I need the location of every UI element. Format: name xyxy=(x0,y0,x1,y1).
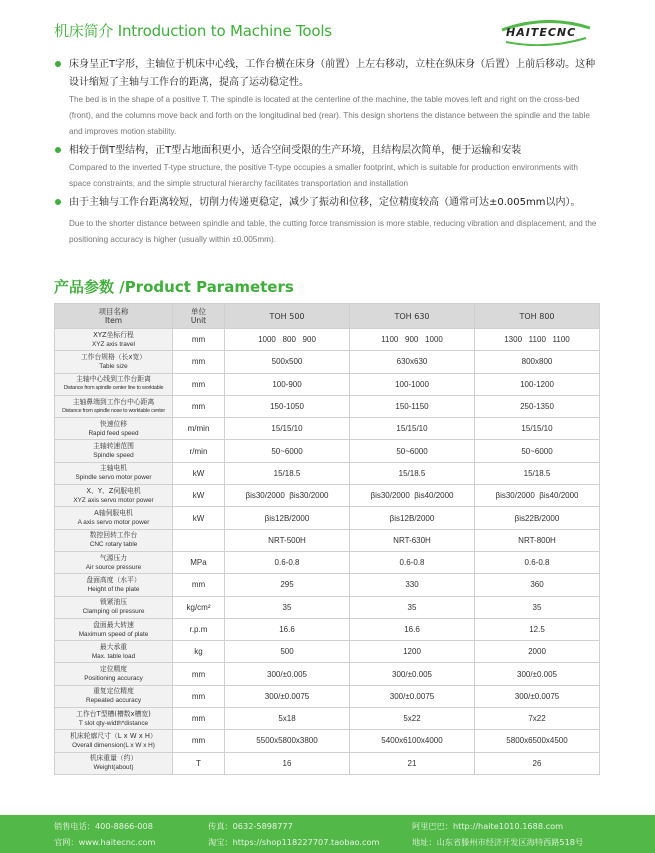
param-value-model-2: 300/±0.0075 xyxy=(350,685,475,707)
param-value-model-1: 50~6000 xyxy=(225,440,350,462)
page-header xyxy=(0,0,655,50)
param-unit: m/min xyxy=(173,418,225,440)
section-title-introduction: 机床简介 Introduction to Machine Tools xyxy=(54,22,332,40)
intro-1-chinese: 床身呈正T字形，主轴位于机床中心线，工作台横在床身（前置）上左右移动，立柱在纵床身（后置）上前后移动。这种设计缩短了主轴与工作台的距离，提高了运动稳定性。 xyxy=(69,59,596,88)
bullet-dot-icon xyxy=(55,199,61,205)
param-value-model-3: 250-1350 xyxy=(475,395,600,417)
param-value-model-2: 630x630 xyxy=(350,351,475,373)
param-value-model-3: 300/±0.005 xyxy=(475,663,600,685)
param-value-model-2: 150-1150 xyxy=(350,395,475,417)
table-row xyxy=(55,752,600,774)
param-value-model-3: 12.5 xyxy=(475,618,600,640)
intro-1-english: The bed is in the shape of a positive T. The spindle is located at the centerline of the machine, the table moves left and right on the cross-bed (front), and the columns move back and forth on the longitudinal bed (rear). This design shortens the distance between the spindle and the table and improves motion stability. xyxy=(69,95,590,136)
haitecnc-logo xyxy=(496,20,596,46)
param-value-model-1: 1000 800 900 xyxy=(225,329,350,351)
param-name: 主轴中心线到工作台距离 Distance from spindle center line to worktable xyxy=(55,373,173,395)
param-value-model-1: βis12B/2000 xyxy=(225,507,350,529)
table-row xyxy=(55,373,600,395)
intro-3-chinese: 由于主轴与工作台距离较短，切削力传递更稳定，减少了振动和位移，定位精度较高（通常可达±0.005mm以内）。 xyxy=(69,197,581,208)
param-value-model-3: 5800x6500x4500 xyxy=(475,730,600,752)
param-unit: mm xyxy=(173,730,225,752)
param-value-model-2: 300/±0.005 xyxy=(350,663,475,685)
table-row xyxy=(55,596,600,618)
bullet-dot-icon xyxy=(55,61,61,67)
param-name: 最大承重 Max. table load xyxy=(55,641,173,663)
footer-taobao: 淘宝：https://shop118227707.taobao.com xyxy=(208,837,380,847)
param-value-model-1: 16.6 xyxy=(225,618,350,640)
param-value-model-1: 15/18.5 xyxy=(225,462,350,484)
param-value-model-2: 16.6 xyxy=(350,618,475,640)
param-name: 主轴转速范围 Spindle speed xyxy=(55,440,173,462)
param-value-model-3: 360 xyxy=(475,574,600,596)
table-row xyxy=(55,551,600,573)
param-unit: mm xyxy=(173,395,225,417)
param-value-model-3: 1300 1100 1100 xyxy=(475,329,600,351)
param-name: 锁紧油压 Clamping oil pressure xyxy=(55,596,173,618)
table-row xyxy=(55,574,600,596)
param-unit: kW xyxy=(173,507,225,529)
param-unit: mm xyxy=(173,329,225,351)
param-value-model-3: 800x800 xyxy=(475,351,600,373)
param-value-model-1: 300/±0.0075 xyxy=(225,685,350,707)
logo-text: HAITECNC xyxy=(506,26,577,39)
parameters-table xyxy=(54,303,600,775)
param-name: 气源压力 Air source pressure xyxy=(55,551,173,573)
param-value-model-2: 35 xyxy=(350,596,475,618)
page-footer xyxy=(0,815,655,853)
param-unit: kW xyxy=(173,485,225,507)
param-value-model-1: 295 xyxy=(225,574,350,596)
table-row xyxy=(55,529,600,551)
param-value-model-1: 300/±0.005 xyxy=(225,663,350,685)
param-value-model-1: βis30/2000 βis30/2000 xyxy=(225,485,350,507)
param-name: 主轴电机 Spindle servo motor power xyxy=(55,462,173,484)
param-name: 快速位移 Rapid feed speed xyxy=(55,418,173,440)
param-value-model-2: 21 xyxy=(350,752,475,774)
param-value-model-1: 500 xyxy=(225,641,350,663)
param-value-model-2: 5400x6100x4000 xyxy=(350,730,475,752)
param-value-model-2: 1100 900 1000 xyxy=(350,329,475,351)
param-unit: MPa xyxy=(173,551,225,573)
param-value-model-1: 35 xyxy=(225,596,350,618)
footer-address: 地址：山东省滕州市经济开发区海特西路518号 xyxy=(412,837,584,847)
table-row xyxy=(55,485,600,507)
table-row xyxy=(55,663,600,685)
table-row xyxy=(55,708,600,730)
header-unit: 单位 Unit xyxy=(173,304,225,329)
introduction-list xyxy=(54,56,599,248)
param-name: 机床轮廓尺寸（L x W x H） Overall dimension(L x W x H) xyxy=(55,730,173,752)
param-value-model-1: NRT-500H xyxy=(225,529,350,551)
param-value-model-3: βis22B/2000 xyxy=(475,507,600,529)
param-value-model-3: 7x22 xyxy=(475,708,600,730)
table-row xyxy=(55,641,600,663)
param-value-model-1: 5500x5800x3800 xyxy=(225,730,350,752)
param-value-model-3: 15/15/10 xyxy=(475,418,600,440)
param-unit xyxy=(173,529,225,551)
param-name: 定位精度 Positioning accuracy xyxy=(55,663,173,685)
param-name: 主轴鼻端到工作台中心距离 Distance from spindle nose to worktable center xyxy=(55,395,173,417)
param-value-model-3: 26 xyxy=(475,752,600,774)
param-value-model-3: 50~6000 xyxy=(475,440,600,462)
param-value-model-3: 35 xyxy=(475,596,600,618)
param-unit: mm xyxy=(173,373,225,395)
table-row xyxy=(55,440,600,462)
param-name: XYZ坐标行程 XYZ axis travel xyxy=(55,329,173,351)
param-value-model-2: 15/18.5 xyxy=(350,462,475,484)
intro-bullet-1 xyxy=(54,56,599,140)
param-name: 盘面最大转速 Maximum speed of plate xyxy=(55,618,173,640)
header-model-2: TOH 630 xyxy=(350,304,475,329)
param-name: 机床重量（约） Weight(about) xyxy=(55,752,173,774)
param-value-model-3: 300/±0.0075 xyxy=(475,685,600,707)
param-value-model-2: βis30/2000 βis40/2000 xyxy=(350,485,475,507)
intro-bullet-2 xyxy=(54,142,599,192)
footer-alibaba: 阿里巴巴：http://haite1010.1688.com xyxy=(412,821,564,831)
table-row xyxy=(55,730,600,752)
param-name: 重复定位精度 Repeated accuracy xyxy=(55,685,173,707)
param-value-model-1: 15/15/10 xyxy=(225,418,350,440)
param-unit: kg/cm² xyxy=(173,596,225,618)
table-row xyxy=(55,507,600,529)
param-value-model-3: 2000 xyxy=(475,641,600,663)
param-unit: r/min xyxy=(173,440,225,462)
intro-3-english: Due to the shorter distance between spindle and table, the cutting force transmission is more stable, reducing vibration and displacement, and the positioning accuracy is higher (usually within ±0.005mm). xyxy=(69,219,597,244)
table-body xyxy=(55,329,600,775)
header-model-1: TOH 500 xyxy=(225,304,350,329)
param-value-model-2: 15/15/10 xyxy=(350,418,475,440)
param-value-model-2: 1200 xyxy=(350,641,475,663)
param-unit: kW xyxy=(173,462,225,484)
table-header-row xyxy=(55,304,600,329)
param-name: 盘面高度（水平） Height of the plate xyxy=(55,574,173,596)
table-row xyxy=(55,329,600,351)
param-value-model-1: 5x18 xyxy=(225,708,350,730)
param-name: 数控回转工作台 CNC rotary table xyxy=(55,529,173,551)
param-value-model-3: 0.6-0.8 xyxy=(475,551,600,573)
param-value-model-2: 100-1000 xyxy=(350,373,475,395)
param-name: 工作台规格（长x宽） Table size xyxy=(55,351,173,373)
param-value-model-2: 330 xyxy=(350,574,475,596)
param-value-model-1: 150-1050 xyxy=(225,395,350,417)
bullet-dot-icon xyxy=(55,147,61,153)
param-value-model-3: NRT-800H xyxy=(475,529,600,551)
param-unit: mm xyxy=(173,574,225,596)
param-unit: mm xyxy=(173,663,225,685)
footer-fax: 传真：0632-5898777 xyxy=(208,821,293,831)
param-value-model-1: 16 xyxy=(225,752,350,774)
footer-sales-phone: 销售电话：400-8866-008 xyxy=(54,821,153,831)
param-unit: mm xyxy=(173,685,225,707)
param-name: A轴伺服电机 A axis servo motor power xyxy=(55,507,173,529)
footer-website: 官网：www.haitecnc.com xyxy=(54,837,156,847)
param-unit: mm xyxy=(173,708,225,730)
param-value-model-1: 500x500 xyxy=(225,351,350,373)
param-value-model-2: NRT-630H xyxy=(350,529,475,551)
section-title-parameters: 产品参数 /Product Parameters xyxy=(54,278,294,296)
param-unit: r.p.m xyxy=(173,618,225,640)
table-row xyxy=(55,351,600,373)
intro-2-chinese: 相较于倒T型结构，正T型占地面积更小，适合空间受限的生产环境，且结构层次简单，便于运输和安装 xyxy=(69,145,522,156)
param-value-model-2: βis12B/2000 xyxy=(350,507,475,529)
param-value-model-1: 0.6-0.8 xyxy=(225,551,350,573)
param-unit: T xyxy=(173,752,225,774)
intro-2-english: Compared to the inverted T-type structure, the positive T-type occupies a smaller footprint, which is suitable for production environments with space constraints, and the simple structural hierarchy facilitates transportation and installation xyxy=(69,163,578,188)
param-name: 工作台T型槽(槽数x槽宽) T slot qty-width*distance xyxy=(55,708,173,730)
param-value-model-3: 100-1200 xyxy=(475,373,600,395)
param-value-model-2: 50~6000 xyxy=(350,440,475,462)
table-row xyxy=(55,395,600,417)
table-row xyxy=(55,618,600,640)
param-value-model-2: 0.6-0.8 xyxy=(350,551,475,573)
param-unit: mm xyxy=(173,351,225,373)
header-item: 项目名称 Item xyxy=(55,304,173,329)
table-row xyxy=(55,685,600,707)
table-row xyxy=(55,462,600,484)
param-value-model-3: βis30/2000 βis40/2000 xyxy=(475,485,600,507)
param-value-model-3: 15/18.5 xyxy=(475,462,600,484)
intro-bullet-3 xyxy=(54,194,599,248)
param-name: X、Y、Z伺服电机 XYZ axis servo motor power xyxy=(55,485,173,507)
table-row xyxy=(55,418,600,440)
param-unit: kg xyxy=(173,641,225,663)
param-value-model-2: 5x22 xyxy=(350,708,475,730)
param-value-model-1: 100-900 xyxy=(225,373,350,395)
header-model-3: TOH 800 xyxy=(475,304,600,329)
